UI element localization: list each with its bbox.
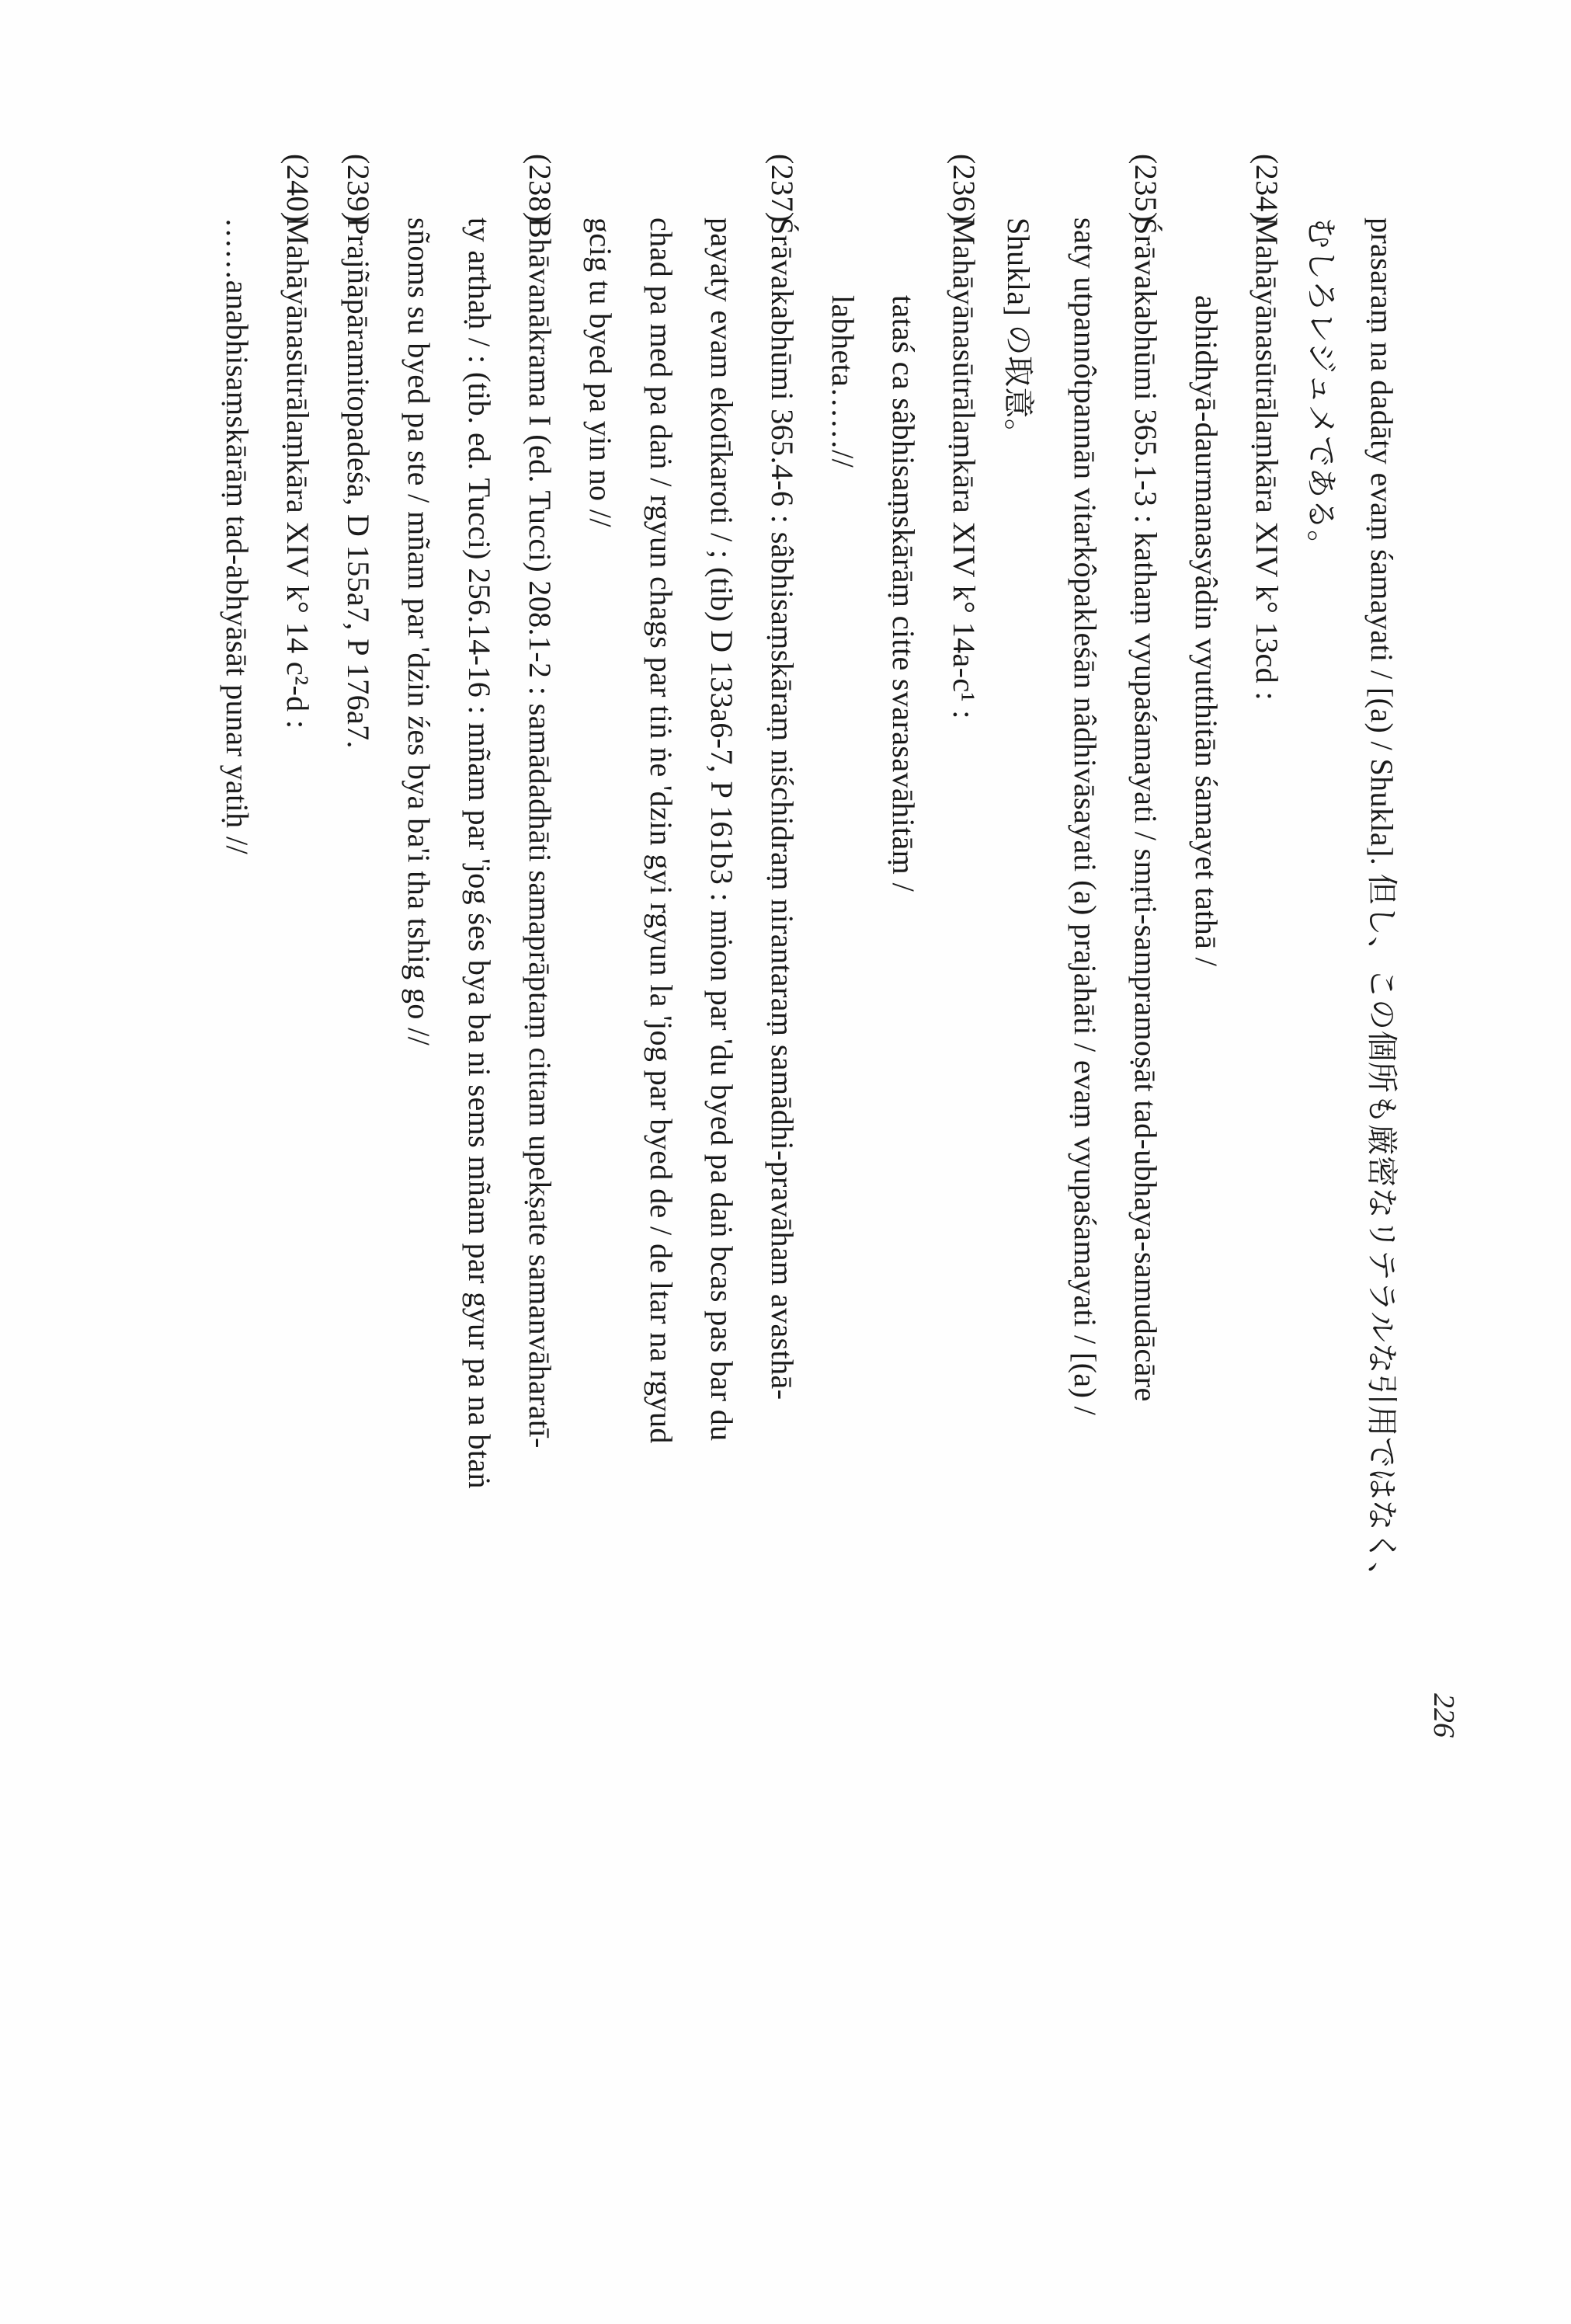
line-text: Mahāyānasūtrālaṃkāra XIV k° 14 c²-d : [280,217,315,729]
text-line [1302,217,1346,562]
rotated-text-block [164,154,1460,1833]
footnote-236 [946,154,982,719]
line-text: saty utpannôtpannān vitarkôpakleśān nâdhivāsayati (a) prajahāti / evaṃ vyupaśamayati / [(a) / [1068,217,1103,1416]
line-text: gcig tu byed pa yin no // [583,217,618,527]
line-text: Śrāvakabhūmi 365.1-3 : kathaṃ vyupaśamayati / smṛti-sampramoṣāt tad-ubhaya-samudācāre [1128,217,1163,1402]
footnote-number: (237) [765,154,800,223]
text-line [885,295,922,892]
line-text: Bhāvanākrama I (ed. Tucci) 208.1-2 : samādadhāti samaprāptaṃ cittam upekṣate samanvāharatī- [523,217,558,1449]
line-text: ty arthaḥ / : (tib. ed. Tucci) 256.14-16 : mñam par 'jog śes bya ba ni sems mñam par gyur pa na btaṅ [462,217,497,1489]
line-text: むしろレジュメである。 [1304,217,1339,562]
text-line [582,217,619,527]
line-text: Mahāyānasūtrālaṃkāra XIV k° 13cd : [1250,217,1284,701]
line-text: Śrāvakabhūmi 365.4-6 : sâbhisaṃskāraṃ niśchidraṃ nirantaraṃ samādhi-pravāham avasthā- [765,217,800,1400]
line-text: Mahāyānasūtrālaṃkāra XIV k° 14a-c¹ : [947,217,982,719]
line-text: tataś ca sâbhisaṃskārāṃ citte svarasavāhitāṃ / [886,295,921,892]
footnote-number: (236) [947,154,982,223]
line-text: prasaraṃ na dadāty evaṃ śamayati / [(a) / Shukla]. 但し、この個所も厳密なリテラルな引用ではなく、 [1364,217,1399,1593]
footnote-240 [280,154,316,729]
page-number: 226 [1427,1693,1460,1738]
footnote-238 [522,154,558,1449]
text-line [704,217,740,1442]
text-line [999,217,1043,450]
line-text: abhidhyā-daurmanasyâdin vyutthitān śamayet tathā / [1189,295,1224,967]
line-text: payaty evam ekotīkaroti / ; (tib) D 133a6-7, P 161b3 : mṅon par 'du byed pa daṅ bcas pas bar du [704,217,739,1442]
text-line [825,295,861,468]
text-line [1067,217,1104,1415]
line-text: sñoms su byed pa ste / mñam par 'dzin źes bya ba'i tha tshig go // [401,217,436,1046]
footnote-239 [340,154,377,749]
text-line [643,217,679,1444]
line-text: Shukla] の取意。 [1001,217,1036,451]
text-line [1188,295,1225,966]
line-text: Prajñāpāramitopadeśa, D 155a7, P 176a7. [341,217,376,749]
line-text: chad pa med pa daṅ / rgyun chags par tiṅ ṅe 'dzin gyi rgyun la 'jog par byed de / de ltar na rgyud [644,217,679,1444]
line-text: labheta……// [825,295,860,468]
footnote-number: (234) [1250,154,1284,223]
footnote-237 [764,154,801,1400]
text-line [1362,217,1406,1593]
footnote-number: (235) [1128,154,1163,223]
text-line [219,217,255,854]
line-text: ……anabhisaṃskārāṃ tad-abhyāsāt punar yatiḥ // [220,217,255,854]
footnote-number: (239) [341,154,376,223]
footnote-234 [1249,154,1285,701]
footnote-235 [1128,154,1164,1402]
text-line [461,217,498,1489]
footnote-number: (240) [280,154,315,223]
footnote-number: (238) [523,154,558,223]
text-line [401,217,437,1045]
